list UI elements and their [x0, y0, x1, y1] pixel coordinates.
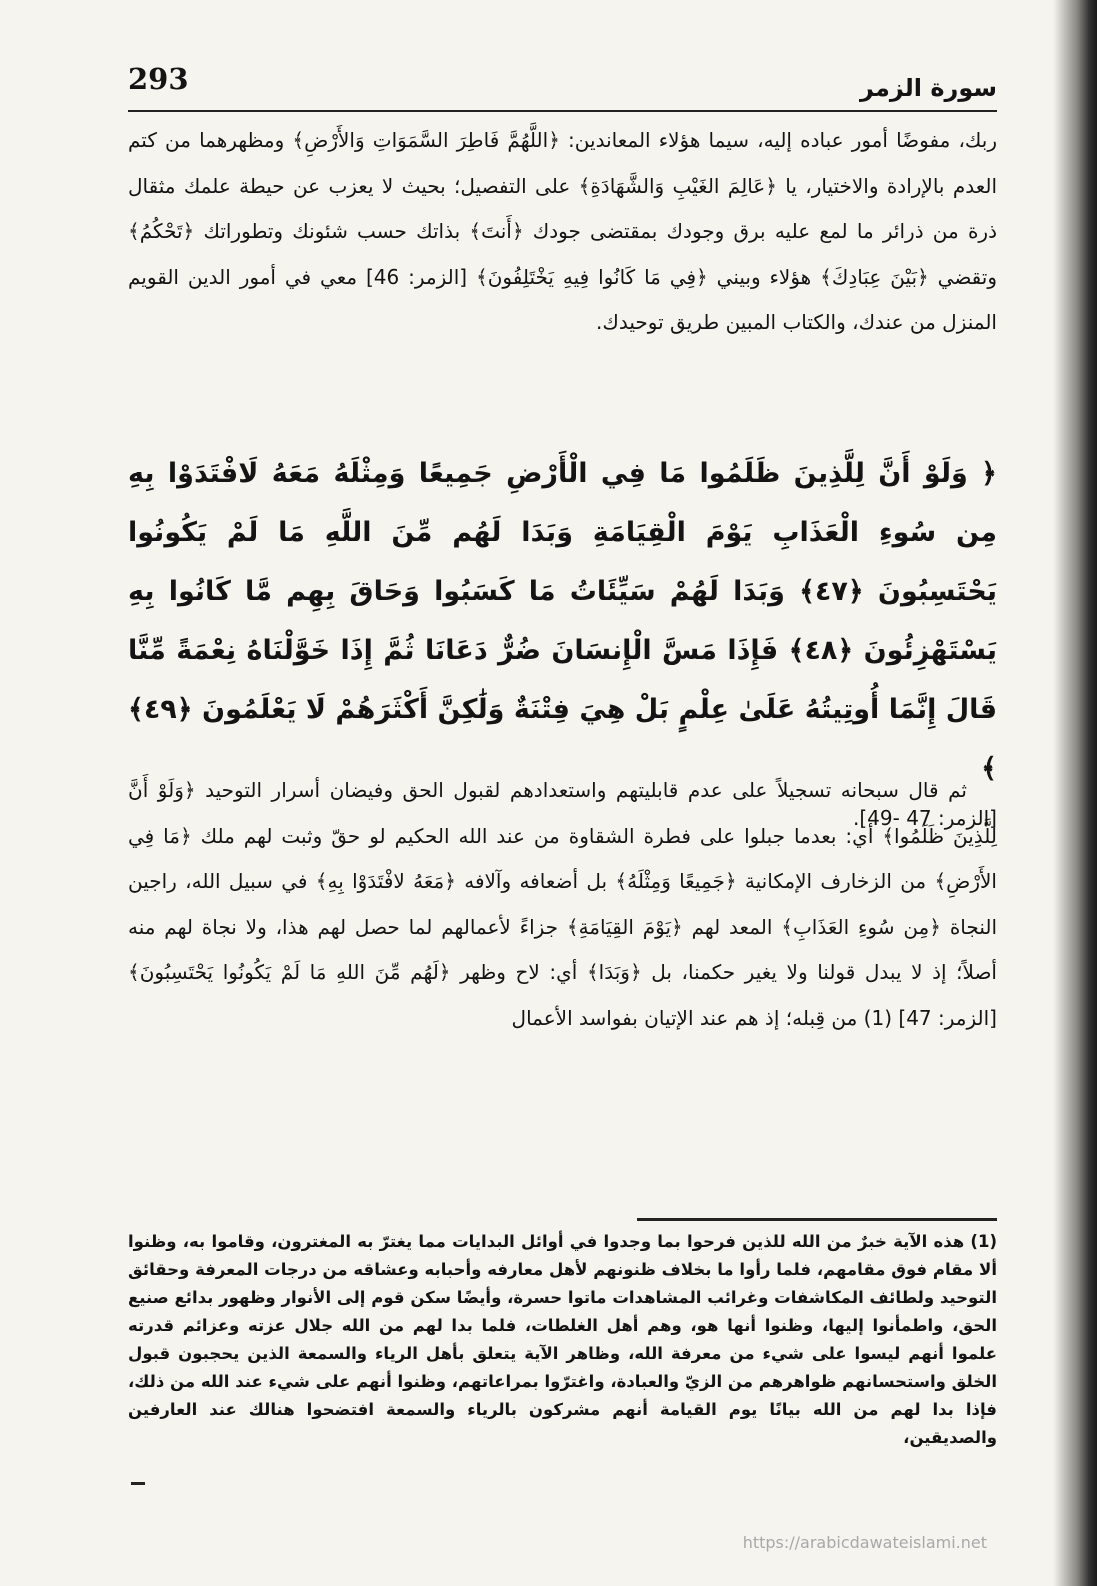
- verse-reference: [الزمر: 47 -49].: [853, 806, 997, 830]
- commentary-text: ثم قال سبحانه تسجيلاً على عدم قابليتهم واستعدادهم لقبول الحق وفيضان أسرار التوحيد ﴿وَلَوْ أَنَّ لِلَّذِينَ ظَلَمُوا﴾ أي: بعدما جبلوا على فطرة الشقاوة من عند الله الحكيم لو حقّ وثبت لهم ملك ﴿مَا فِي الأَرْضِ﴾ من الزخارف الإمكانية ﴿جَمِيعًا وَمِثْلَهُ﴾ بل أضعافه وآلافه ﴿مَعَهُ لافْتَدَوْا بِهِ﴾ في سبيل الله، راجين النجاة ﴿مِن سُوءِ العَذَابِ﴾ المعد لهم ﴿يَوْمَ القِيَامَةِ﴾ جزاءً لأعمالهم لما حصل لهم هذا، ولا نجاة لهم منه أصلاً؛ إذ لا يبدل قولنا ولا يغير حكمنا، بل ﴿وَبَدَا﴾ أي: لاح وظهر ﴿لَهُم مِّنَ اللهِ مَا لَمْ يَكُونُوا يَحْتَسِبُونَ﴾ [الزمر: 47] (1) من قِبله؛ إذ هم عند الإتيان بفواسد الأعمال: [128, 778, 997, 1030]
- footnote-continuation-mark: [131, 1482, 145, 1485]
- running-head: سورة الزمر: [860, 74, 997, 102]
- paragraph-text: ربك، مفوضًا أمور عباده إليه، سيما هؤلاء المعاندين: ﴿اللَّهُمَّ فَاطِرَ السَّمَوَاتِ وَالأَرْضِ﴾ ومظهرهما من كتم العدم بالإرادة والاختيار، يا ﴿عَالِمَ الغَيْبِ وَالشَّهَادَةِ﴾ على التفصيل؛ بحيث لا يعزب عن حيطة علمك مثقال ذرة من ذرائر ما لمع عليه برق وجودك بمقتضى جودك ﴿أَنتَ﴾ بذاتك حسب شئونك وتطوراتك ﴿تَحْكُمُ﴾ وتقضي ﴿بَيْنَ عِبَادِكَ﴾ هؤلاء وبيني ﴿فِي مَا كَانُوا فِيهِ يَخْتَلِفُونَ﴾ [الزمر: 46] معي في أمور الدين القويم المنزل من عندك، والكتاب المبين طريق توحيدك.: [128, 128, 997, 334]
- footnote-1: (1) هذه الآية خبرٌ من الله للذين فرحوا بما وجدوا في أوائل البدايات مما يغترّ به المغترون، وقاموا به، وظنوا ألا مقام فوق مقامهم، فلما رأوا ما بخلاف ظنونهم لأهل معارفه وأحبابه وعشاقه من درجات المعرفة وحقائق التوحيد ولطائف المكاشفات وغرائب المشاهدات ماتوا حسرة، وأيضًا سكن قوم إلى الأنوار وظهور بدائع صنيع الحق، واطمأنوا إليها، وظنوا أنها هو، وهم أهل الغلطات، فلما بدا لهم من الله جلال عزته وعزائم قدرته علموا أنهم ليسوا على شيء من معرفة الله، وظاهر الآية يتعلق بأهل الرياء والسمعة الذين يحجبون قبول الخلق واستحسانهم ظواهرهم من الزيّ والعبادة، واغترّوا بمراعاتهم، وظنوا أنهم على شيء عند الله من ذلك، فإذا بدا لهم من الله بيانًا يوم القيامة أنهم مشركون بالرياء والسمعة افتضحوا هنالك عند العارفين والصديقين،: [128, 1232, 997, 1447]
- page-header: [128, 62, 997, 112]
- footnotes: [128, 1228, 997, 1452]
- page-number: 293: [128, 62, 189, 96]
- main-paragraph: [128, 118, 997, 346]
- watermark: https://arabicdawateislami.net: [742, 1533, 987, 1552]
- verse-text: ﴿ وَلَوْ أَنَّ لِلَّذِينَ ظَلَمُوا مَا فِي الْأَرْضِ جَمِيعًا وَمِثْلَهُ مَعَهُ لَافْتَدَوْا بِهِ مِن سُوءِ الْعَذَابِ يَوْمَ الْقِيَامَةِ وَبَدَا لَهُم مِّنَ اللَّهِ مَا لَمْ يَكُونُوا يَحْتَسِبُونَ ﴿٤٧﴾ وَبَدَا لَهُمْ سَيِّئَاتُ مَا كَسَبُوا وَحَاقَ بِهِم مَّا كَانُوا بِهِ يَسْتَهْزِئُونَ ﴿٤٨﴾ فَإِذَا مَسَّ الْإِنسَانَ ضُرٌّ دَعَانَا ثُمَّ إِذَا خَوَّلْنَاهُ نِعْمَةً مِّنَّا قَالَ إِنَّمَا أُوتِيتُهُ عَلَىٰ عِلْمٍ بَلْ هِيَ فِتْنَةٌ وَلَٰكِنَّ أَكْثَرَهُمْ لَا يَعْلَمُونَ ﴿٤٩﴾ ﴾: [128, 458, 997, 784]
- commentary-paragraph: [128, 768, 997, 1041]
- footnote-separator: [637, 1218, 997, 1221]
- binding-shadow: [1053, 0, 1097, 1586]
